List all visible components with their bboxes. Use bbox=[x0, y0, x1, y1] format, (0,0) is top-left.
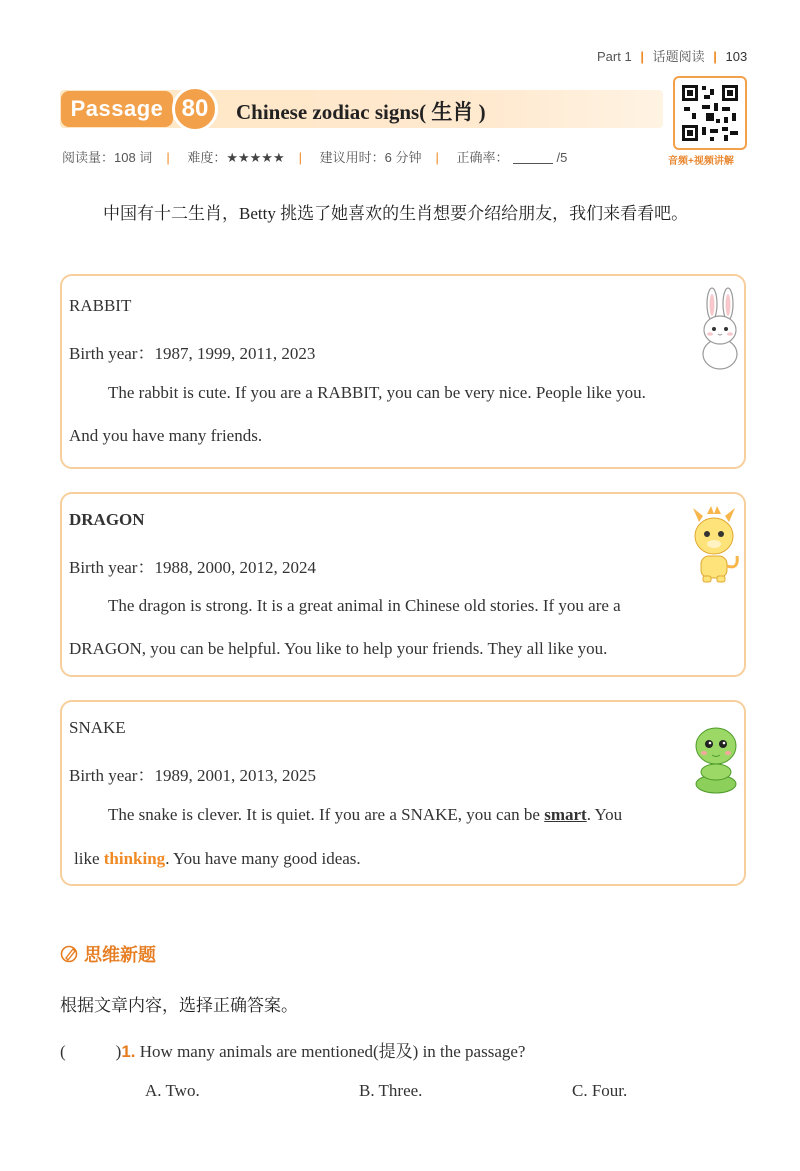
question-1 bbox=[60, 1037, 525, 1062]
section-title bbox=[60, 941, 156, 967]
card-heading: SNAKE bbox=[69, 718, 126, 737]
part-label: Part 1 bbox=[597, 49, 632, 64]
zodiac-card-snake bbox=[60, 700, 746, 886]
difficulty-label: 难度： bbox=[187, 150, 227, 165]
page-number: 103 bbox=[725, 49, 748, 64]
section-title-text: 思维新题 bbox=[84, 945, 156, 965]
highlight-word-smart: smart bbox=[544, 805, 587, 824]
card-text bbox=[108, 805, 622, 825]
question-number: 1. bbox=[121, 1042, 136, 1061]
reading-meta: 阅读量：108 词 | 难度：★★★★★ | 建议用时：6 分钟 | 正确率： /5 bbox=[62, 150, 568, 165]
card-text: The rabbit is cute. If you are a RABBIT, you can be very nice. People like you. bbox=[108, 383, 646, 402]
option-c[interactable]: C. Four. bbox=[572, 1081, 628, 1100]
card-text bbox=[74, 849, 361, 869]
card-heading: RABBIT bbox=[69, 296, 132, 315]
answer-close-paren: ) bbox=[115, 1042, 122, 1061]
card-text-part: . You bbox=[586, 805, 623, 824]
card-text-part: The snake is clever. It is quiet. If you are a SNAKE, you can be bbox=[108, 805, 545, 824]
intro-text: 中国有十二生肖，Betty 挑选了她喜欢的生肖想要介绍给朋友，我们来看看吧。 bbox=[103, 204, 689, 223]
separator: | bbox=[713, 49, 717, 64]
instruction: 根据文章内容，选择正确答案。 bbox=[60, 996, 298, 1015]
answer-open-paren: ( bbox=[60, 1042, 66, 1061]
accuracy-blank[interactable] bbox=[513, 163, 553, 164]
qr-caption: 音频+视频讲解 bbox=[668, 156, 734, 167]
option-a[interactable]: A. Two. bbox=[145, 1081, 200, 1100]
accuracy-total: /5 bbox=[556, 150, 568, 165]
difficulty-stars-icon: ★★★★★ bbox=[226, 150, 285, 165]
dragon-icon bbox=[687, 504, 741, 584]
card-text-part: like bbox=[74, 849, 104, 868]
card-text: DRAGON, you can be helpful. You like to help your friends. They all like you. bbox=[69, 639, 608, 658]
highlight-word-thinking: thinking bbox=[103, 849, 166, 868]
pencil-bulb-icon bbox=[60, 944, 80, 964]
suggested-time: 建议用时：6 分钟 bbox=[319, 150, 422, 165]
zodiac-card-dragon bbox=[60, 492, 746, 677]
separator: | bbox=[640, 49, 644, 64]
birth-year: Birth year：1989, 2001, 2013, 2025 bbox=[69, 766, 316, 785]
card-heading: DRAGON bbox=[69, 510, 145, 529]
card-text: And you have many friends. bbox=[69, 426, 263, 445]
snake-icon bbox=[690, 722, 742, 796]
running-head bbox=[597, 46, 747, 65]
passage-number: 80 bbox=[172, 86, 218, 132]
passage-title: Chinese zodiac signs( 生肖 ) bbox=[236, 100, 486, 124]
zodiac-card-rabbit bbox=[60, 274, 746, 469]
card-text: The dragon is strong. It is a great animal in Chinese old stories. If you are a bbox=[108, 596, 621, 615]
rabbit-icon bbox=[695, 284, 745, 370]
section-label: 话题阅读 bbox=[652, 49, 705, 64]
qr-code-icon[interactable] bbox=[673, 76, 747, 150]
accuracy-label: 正确率： bbox=[456, 150, 509, 165]
word-count: 阅读量：108 词 bbox=[62, 150, 153, 165]
card-text-part: . You have many good ideas. bbox=[165, 849, 361, 868]
passage-label: Passage bbox=[61, 91, 173, 127]
option-b[interactable]: B. Three. bbox=[359, 1081, 423, 1100]
question-text: How many animals are mentioned(提及) in the passage? bbox=[135, 1042, 526, 1061]
birth-year: Birth year：1988, 2000, 2012, 2024 bbox=[69, 558, 316, 577]
birth-year: Birth year：1987, 1999, 2011, 2023 bbox=[69, 344, 316, 363]
